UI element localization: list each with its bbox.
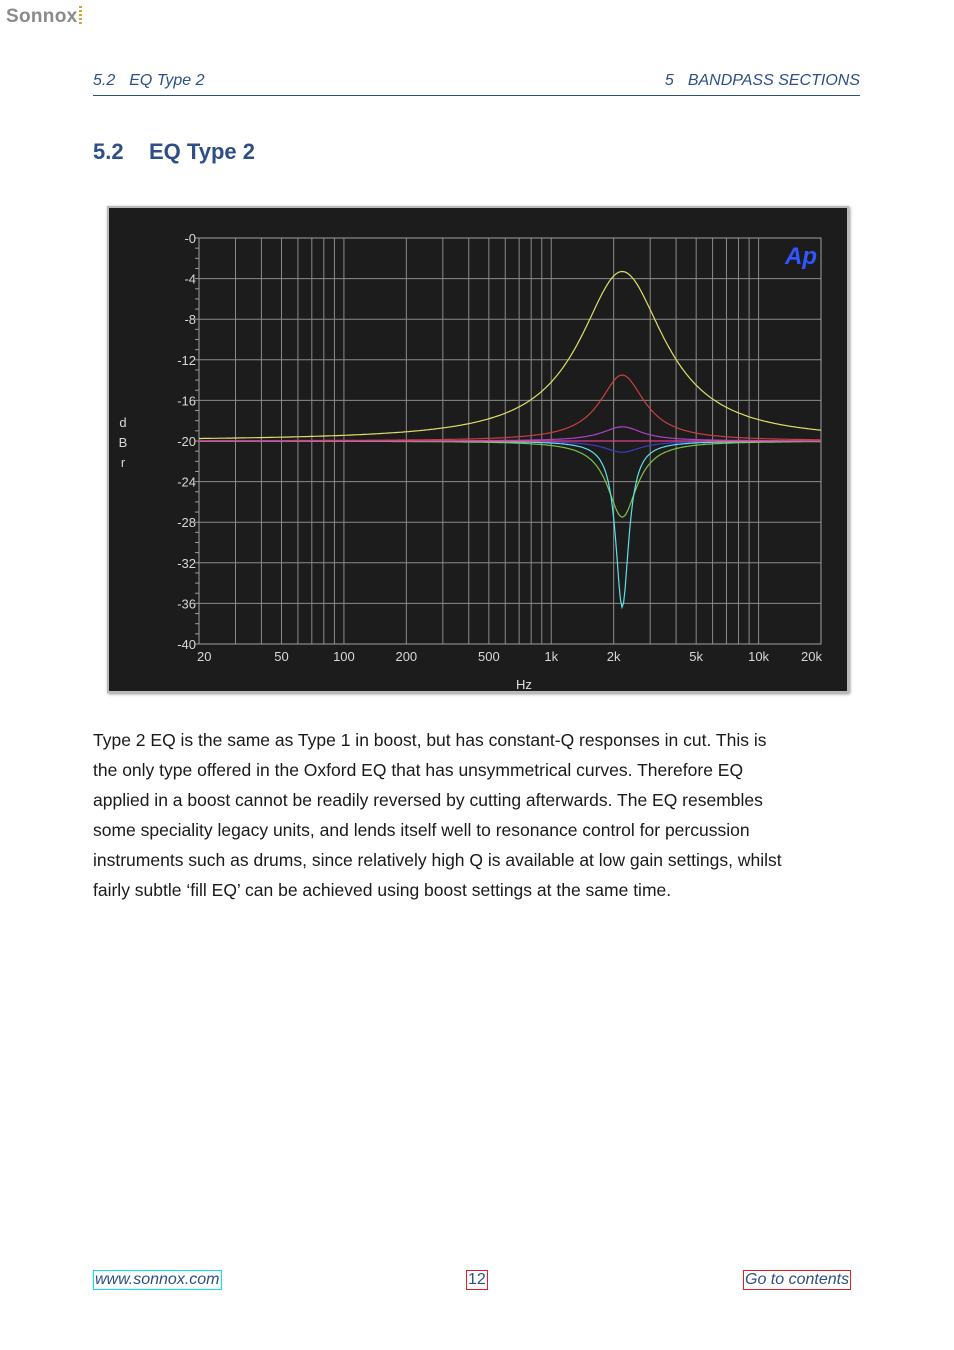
sonnox-logo xyxy=(6,6,82,28)
y-tick-label: -16 xyxy=(177,393,196,409)
section-heading xyxy=(93,139,255,165)
x-tick-label: 20k xyxy=(801,649,822,664)
page-number-link[interactable]: 12 xyxy=(468,1271,486,1288)
running-header-left xyxy=(93,72,205,90)
running-header-right xyxy=(665,72,860,90)
y-tick-label: -32 xyxy=(177,555,196,571)
y-axis-label-letter: r xyxy=(120,455,126,470)
x-tick-label: 1k xyxy=(544,649,559,664)
running-header-chapter-number: 5 xyxy=(664,72,674,89)
body-paragraph xyxy=(93,725,863,905)
y-tick-label: -40 xyxy=(177,637,196,652)
website-link[interactable]: www.sonnox.com xyxy=(95,1271,220,1288)
y-tick-label: -8 xyxy=(184,312,196,328)
body-line: the only type offered in the Oxford EQ that has unsymmetrical curves. Therefore EQ xyxy=(93,760,744,780)
y-axis-label-letter: B xyxy=(118,435,128,450)
body-line: instruments such as drums, since relatively high Q is available at low gain settings, whilst xyxy=(93,850,782,870)
x-tick-label: 10k xyxy=(748,649,770,664)
x-axis-label: Hz xyxy=(516,677,532,691)
body-line: Type 2 EQ is the same as Type 1 in boost, but has constant-Q responses in cut. This is xyxy=(93,730,767,750)
logo-text: Sonnox xyxy=(6,6,78,27)
chart-svg xyxy=(109,208,847,691)
y-tick-label: -12 xyxy=(177,352,196,368)
section-number: 5.2 xyxy=(93,139,124,164)
y-tick-label: -36 xyxy=(177,596,196,612)
running-header-section-number: 5.2 xyxy=(93,72,116,89)
ap-badge: Ap xyxy=(785,243,817,270)
x-tick-label: 200 xyxy=(395,649,418,664)
y-tick-label: -4 xyxy=(184,271,196,287)
running-header xyxy=(93,72,860,96)
frequency-response-chart xyxy=(107,206,849,693)
y-tick-label: -0 xyxy=(184,231,196,246)
body-line: fairly subtle ‘fill EQ’ can be achieved using boost settings at the same time. xyxy=(93,880,672,900)
running-header-chapter-title: BANDPASS SECTIONS xyxy=(687,72,860,89)
x-tick-label: 5k xyxy=(689,649,704,664)
x-tick-label: 100 xyxy=(333,649,355,664)
contents-link[interactable]: Go to contents xyxy=(745,1271,850,1288)
y-axis-label-letter: d xyxy=(119,415,127,430)
y-tick-label: -20 xyxy=(177,434,196,449)
y-tick-label: -24 xyxy=(177,474,196,490)
body-line: some speciality legacy units, and lends itself well to resonance control for percussion xyxy=(93,820,750,840)
x-tick-label: 50 xyxy=(274,649,289,664)
running-header-section-title: EQ Type 2 xyxy=(129,72,205,89)
x-tick-label: 500 xyxy=(477,649,500,664)
y-tick-label: -28 xyxy=(177,515,196,531)
section-title: EQ Type 2 xyxy=(149,139,255,164)
logo-dots-icon xyxy=(79,6,82,24)
x-tick-label: 2k xyxy=(606,649,621,664)
x-tick-label: 20 xyxy=(197,649,212,664)
body-line: applied in a boost cannot be readily reversed by cutting afterwards. The EQ resembles xyxy=(93,790,763,810)
